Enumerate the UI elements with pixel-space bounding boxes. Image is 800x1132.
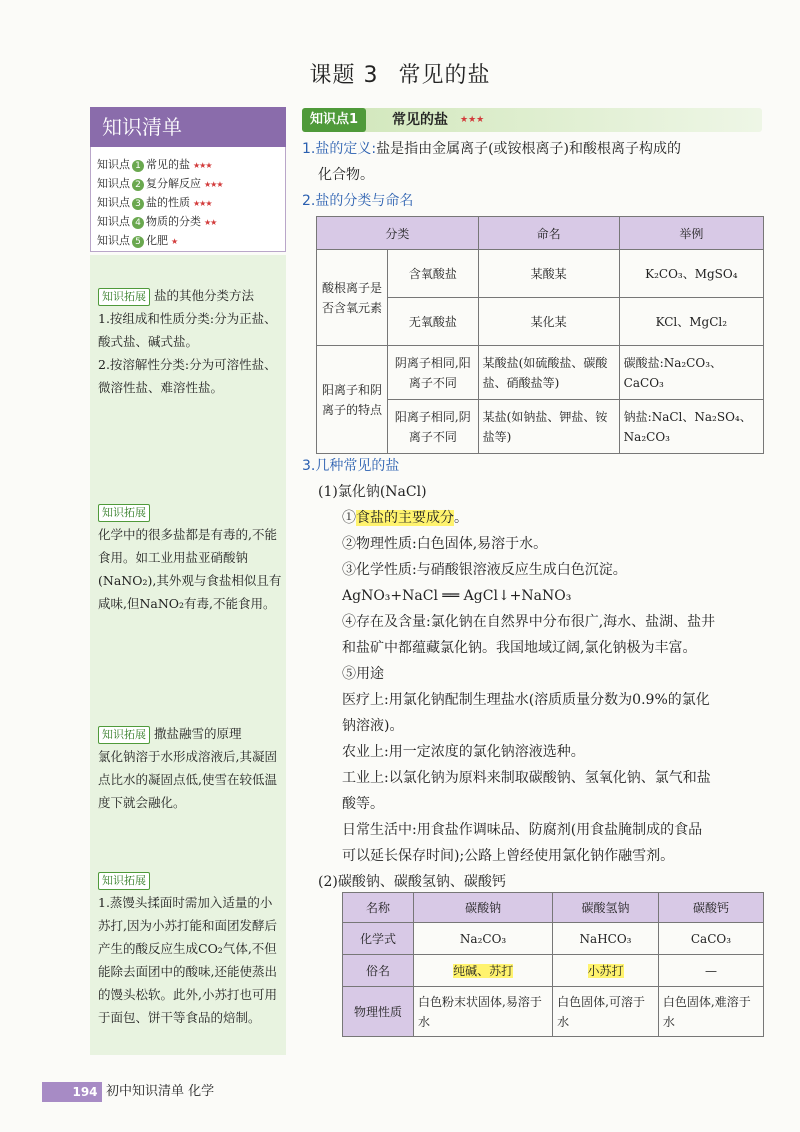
sidebar-box-4 (98, 868, 282, 1029)
highlighted-text: 食盐的主要成分 (356, 510, 454, 526)
star-icon: ★ (171, 237, 178, 246)
toc-item-3[interactable]: 知识点 3 盐的性质 ★★★ (97, 196, 212, 209)
highlighted-text: 纯碱、苏打 (453, 963, 514, 978)
sidebar-line: 2.按溶解性分类:分为可溶性盐、微溶性盐、难溶性盐。 (98, 357, 277, 395)
knowledge-extension-tag: 知识拓展 (98, 872, 150, 890)
toc-item-2[interactable]: 知识点 2 复分解反应 ★★★ (97, 177, 223, 190)
knowledge-list-box (90, 107, 286, 252)
knowledge-extension-tag: 知识拓展 (98, 504, 150, 522)
sidebar-box-2 (98, 500, 282, 615)
sidebar-text: 化学中的很多盐都是有毒的,不能食用。如工业用盐亚硝酸钠(NaNO₂),其外观与食盐相似且有咸味,但NaNO₂有毒,不能食用。 (98, 527, 282, 611)
toc-item-4[interactable]: 知识点 4 物质的分类 ★★ (97, 215, 217, 228)
definition-section: 1.盐的定义:盐是指由金属离子(或铵根离子)和酸根离子构成的 化合物。 (302, 141, 682, 183)
knowledge-list-heading: 知识清单 (90, 107, 286, 147)
common-salts-section: 3.几种常见的盐 (1)氯化钠(NaCl) ①食盐的主要成分。 ②物理性质:白色固体,易溶于水。 ③化学性质:与硝酸银溶液反应生成白色沉淀。 AgNO₃+NaCl ══ AgCl↓+NaNO₃ ④存在及含量:氯化钠在自然界中分布很广,海水、盐湖、盐井 和盐矿中都蕴藏氯化钠。我国地域辽阔,氯化钠极为丰富。 ⑤用途 医疗上:用氯化钠配制生理盐水(溶质质量分数为0.9%的氯化 钠溶液)。 农业上:用一定浓度的氯化钠溶液选种。 工业上:以氯化钠为原料来制取碳酸钠、氢氧化钠、氯气和盐 酸等。 日常生活中:用食盐作调味品、防腐剂(用食盐腌制成的食品 可以延长保存时间);公路上曾经使用氯化钠作融雪剂。 (2)碳酸钠、碳酸氢钠、碳酸钙 (302, 453, 772, 895)
sidebar-box-1 (98, 284, 282, 399)
star-icon: ★★★ (193, 161, 212, 170)
knowledge-point-title: 常见的盐 (392, 112, 448, 128)
highlighted-text: 小苏打 (587, 963, 624, 978)
page-title: 课题 3 常见的盐 (309, 63, 491, 88)
classification-table: 分类 命名 举例 酸根离子是否含氧元素 含氧酸盐 某酸某 K₂CO₃、MgSO₄ 无氧酸盐 某化某 KCl、MgCl₂ 阳离子和阴离子的特点 阴离子相同,阳离子不同 某酸盐(如硫酸盐、碳酸盐、硝酸盐等) 碳酸盐:Na₂CO₃、CaCO₃ 阳离子相同,阴离子不同 某盐(如钠盐、钾盐、铵盐等) 钠盐:NaCl、Na₂SO₄、Na₂CO₃ (316, 216, 764, 454)
knowledge-point-bar (302, 108, 762, 132)
section-heading: 2.盐的分类与命名 (302, 193, 414, 209)
section-heading: 1.盐的定义: (302, 141, 377, 157)
knowledge-extension-tag: 知识拓展 (98, 288, 150, 306)
star-icon: ★★★ (193, 199, 212, 208)
sidebar-text: 氯化钠溶于水形成溶液后,其凝固点比水的凝固点低,使雪在较低温度下就会融化。 (98, 749, 277, 810)
star-icon: ★★★ (460, 115, 485, 125)
carbonate-table: 名称 碳酸钠 碳酸氢钠 碳酸钙 化学式 Na₂CO₃ NaHCO₃ CaCO₃ 俗名 纯碱、苏打 小苏打 — 物理性质 白色粉末状固体,易溶于水 白色固体,可溶于水 白色固体,难溶于水 (342, 892, 764, 1037)
star-icon: ★★ (204, 218, 217, 227)
star-icon: ★★★ (204, 180, 223, 189)
knowledge-point-tag: 知识点1 (302, 108, 366, 132)
toc-item-5[interactable]: 知识点 5 化肥 ★ (97, 234, 178, 247)
sidebar-box-title: 盐的其他分类方法 (153, 288, 254, 303)
book-title: 初中知识清单 化学 (106, 1084, 215, 1099)
knowledge-list (97, 156, 223, 251)
page-number: 194 (72, 1085, 98, 1099)
sidebar-line: 1.按组成和性质分类:分为正盐、酸式盐、碱式盐。 (98, 311, 277, 349)
chemical-equation: AgNO₃+NaCl ══ AgCl↓+NaNO₃ (342, 588, 572, 604)
sidebar-box-3 (98, 722, 282, 814)
knowledge-extension-tag: 知识拓展 (98, 726, 150, 744)
section-heading: 3.几种常见的盐 (302, 458, 400, 474)
toc-item-1[interactable]: 知识点 1 常见的盐 ★★★ (97, 158, 212, 171)
sidebar-text: 1.蒸馒头揉面时需加入适量的小苏打,因为小苏打能和面团发酵后产生的酸反应生成CO₂气体,不但能除去面团中的酸味,还能使蒸出的馒头松软。此外,小苏打也可用于面包、饼干等食品的焙制。 (98, 895, 277, 1025)
sidebar-box-title: 撒盐融雪的原理 (153, 726, 242, 741)
